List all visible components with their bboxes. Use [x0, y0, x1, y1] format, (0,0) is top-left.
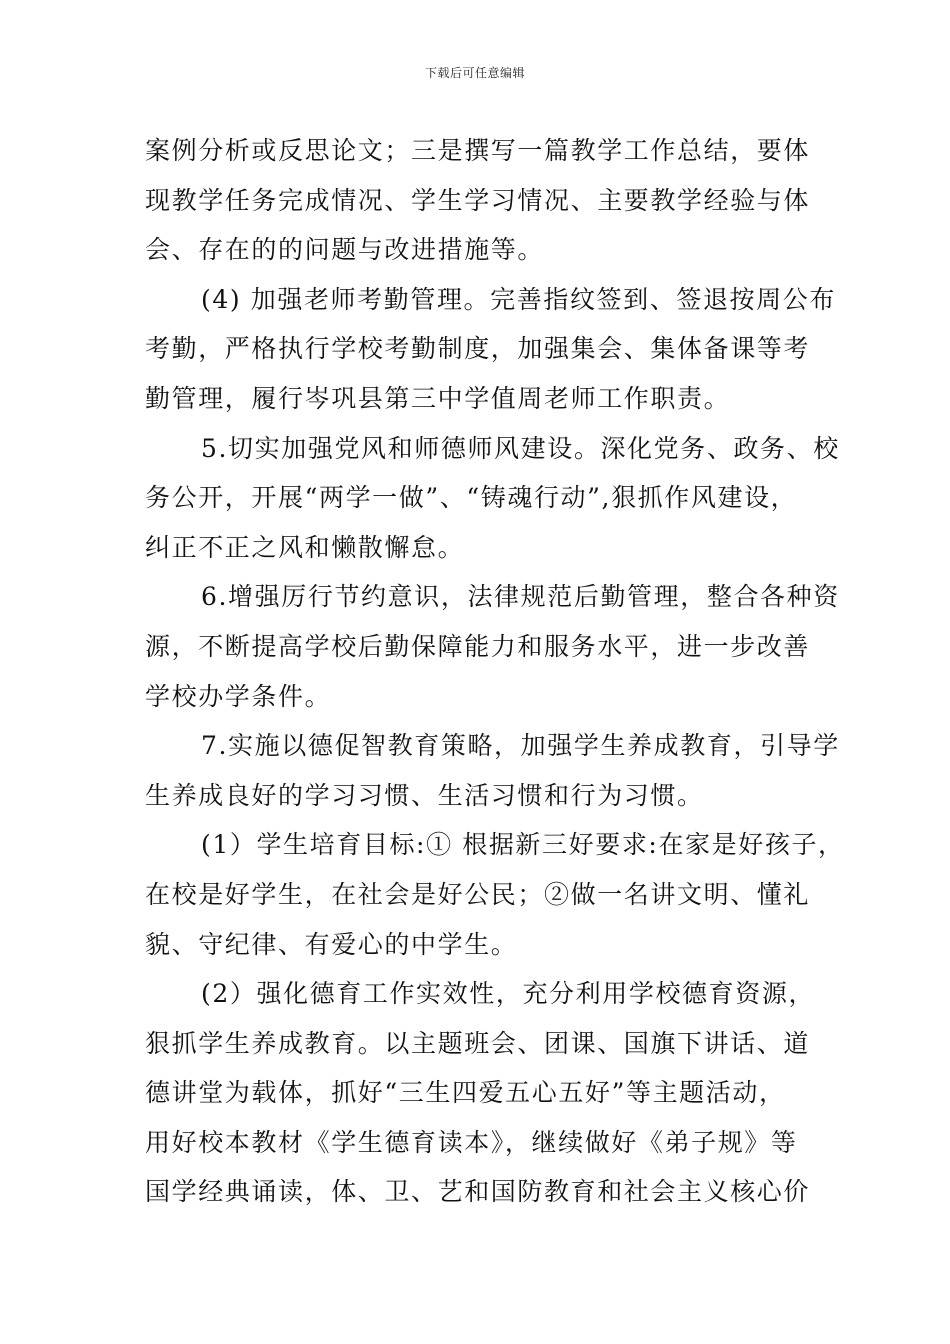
- text-line: 5.切实加强党风和师德师风建设。深化党务、政务、校: [201, 433, 840, 463]
- text-line: 案例分析或反思论文；三是撰写一篇教学工作总结，要体: [145, 136, 811, 165]
- text-line: 德讲堂为载体，抓好“三生四爱五心五好”等主题活动，: [145, 1078, 786, 1108]
- text-line: 务公开，开展“两学一做”、“铸魂行动”,狠抓作风建设，: [145, 483, 798, 513]
- text-line: 勤管理，履行岑巩县第三中学值周老师工作职责。: [145, 383, 731, 413]
- text-line: 7.实施以德促智教育策略，加强学生养成教育，引导学: [201, 731, 840, 761]
- page-header: 下载后可任意编辑: [424, 66, 525, 80]
- text-line: 学校办学条件。: [145, 681, 332, 711]
- body-text: [145, 126, 845, 1217]
- text-line: 生养成良好的学习习惯、生活习惯和行为习惯。: [145, 780, 704, 810]
- text-line: 国学经典诵读，体、卫、艺和国防教育和社会主义核心价: [145, 1177, 811, 1207]
- text-line: (1）学生培育目标:① 根据新三好要求:在家是好孩子，: [201, 830, 845, 860]
- text-line: 用好校本教材《学生德育读本》，继续做好《弟子规》等: [145, 1127, 798, 1157]
- text-line: 纠正不正之风和懒散懈怠。: [145, 532, 465, 562]
- text-line: 狠抓学生养成教育。以主题班会、团课、国旗下讲话、道: [145, 1028, 811, 1058]
- text-line: 会、存在的的问题与改进措施等。: [145, 235, 545, 265]
- text-line: 貌、守纪律、有爱心的中学生。: [145, 929, 518, 959]
- text-line: (4) 加强老师考勤管理。完善指纹签到、签退按周公布: [201, 284, 836, 314]
- text-line: 6.增强厉行节约意识，法律规范后勤管理，整合各种资: [201, 582, 840, 612]
- text-line: 现教学任务完成情况、学生学习情况、主要教学经验与体: [145, 185, 811, 215]
- text-line: 考勤，严格执行学校考勤制度，加强集会、集体备课等考: [145, 334, 811, 364]
- text-line: 在校是好学生，在社会是好公民；②做一名讲文明、懂礼: [145, 879, 811, 909]
- text-line: (2）强化德育工作实效性，充分利用学校德育资源，: [201, 979, 816, 1009]
- text-line: 源，不断提高学校后勤保障能力和服务水平，进一步改善: [145, 631, 811, 661]
